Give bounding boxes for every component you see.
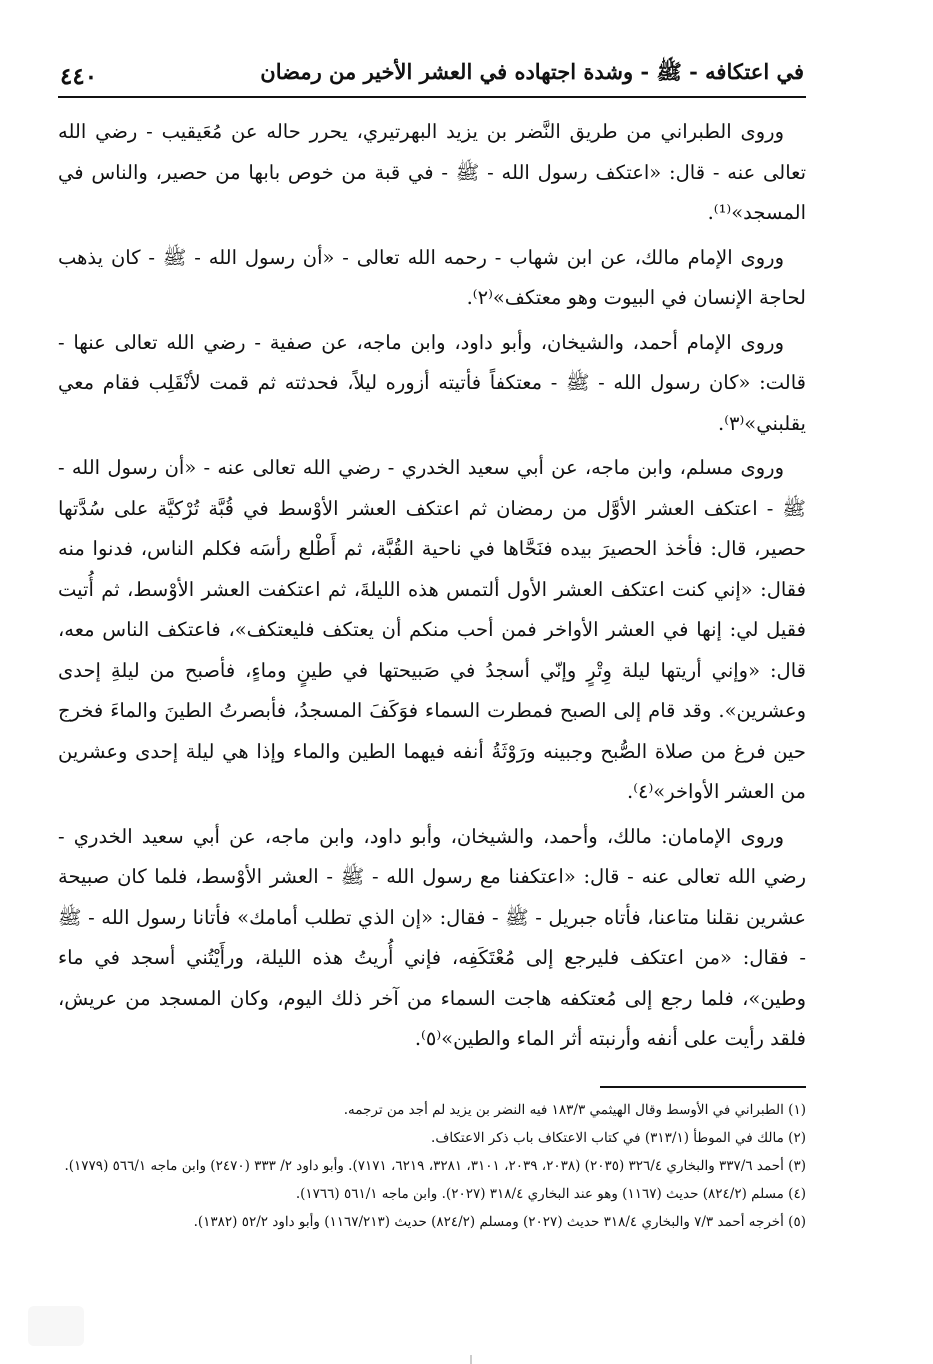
footnotes: [58, 1096, 806, 1236]
footnote: (٢) مالك في الموطأ (٣١٣/١) في كتاب الاعتكاف باب ذكر الاعتكاف.: [431, 1129, 806, 1146]
footnote: (٣) أحمد ٣٣٧/٦ والبخاري ٣٢٦/٤ (٢٠٣٥) (٢٠٣٨، ٢٠٣٩، ٣١٠١، ٣٢٨١، ٦٢١٩، ٧١٧١). وأبو داود ٢/ ٣٣٣ (٢٤٧٠) وابن ماجه ٥٦٦/١ (١٧٧٩).: [64, 1157, 806, 1174]
main-text: [58, 112, 806, 1060]
paragraph: وروى الطبراني من طريق النَّضر بن يزيد البهرتيري، يحرر حاله عن مُعَيقيب - رضي الله تعالى عنه - قال: «اعتكف رسول الله - ﷺ - في قبة من خوص بابها من حصير، والناس في المسجد»⁽¹⁾.: [58, 120, 806, 224]
book-page: [58, 50, 806, 1350]
footnote: (٥) أخرجه أحمد ٧/٣ والبخاري ٣١٨/٤ حديث (٢٠٢٧) ومسلم (٨٢٤/٢) حديث (١١٦٧/٢١٣) وأبو داود ٥٢/٢ (١٣٨٢).: [193, 1213, 806, 1230]
paragraph: وروى الإمامان: مالك، وأحمد، والشيخان، وأبو داود، وابن ماجه، عن أبي سعيد الخدري - رضي الله تعالى عنه - قال: «اعتكفنا مع رسول الله - ﷺ - العشر الأوْسط، فلما كان صبيحة عشرين نقلنا متاعنا، فأتاه جبريل - ﷺ - فقال: «إن الذي تطلب أمامك» فأتانا رسول الله - ﷺ - فقال: «من اعتكف فليرجع إلى مُعْتَكَفِه، فإني أُريتُ هذه الليلة، ورأَيْتُني أسجد في ماء وطين»، فلما رجع إلى مُعتكفه هاجت السماء من آخر ذلك اليوم، وكان المسجد من عريش، فلقد رأيت على أنفه وأرنبته أثر الماء والطين»⁽٥⁾.: [58, 824, 806, 1050]
running-title: في اعتكافه - ﷺ - وشدة اجتهاده في العشر الأخير من رمضان: [260, 59, 804, 84]
paragraph: وروى مسلم، وابن ماجه، عن أبي سعيد الخدري - رضي الله تعالى عنه - «أن رسول الله - ﷺ - اعتكف العشر الأوَّل من رمضان ثم اعتكف العشر الأوْسط في قُبَّة تُرْكيَّة على سُدَّتها حصير، قال: فأخذ الحصيرَ بيده فنَحَّاها في ناحية القُبَّة، ثم أَطْلع رأسَه فكلم الناس، فدنوا منه فقال: «إني كنت اعتكف العشر الأول ألتمس هذه الليلةَ، ثم اعتكفت العشر الأوْسط، ثم أُتيت فقيل لي: إنها في العشر الأواخر فمن أحب منكم أن يعتكف فليعتكف»، فاعتكف الناس معه، قال: «وإني أريتها ليلة وِتْرٍ وإنّي أسجدُ في صَبيحتها في طينٍ وماءٍ، فأصبح من ليلةِ إحدى وعشرين». وقد قام إلى الصبح فمطرت السماء فوَكَفَ المسجدُ، فأبصرتُ الطينَ والماءَ فخرج حين فرغ من صلاة الصُّبح وجبينه ورَوْثَةُ أنفه فيهما الطين والماء وإذا هي ليلة إحدى وعشرين من العشر الأواخر»⁽٤⁾.: [58, 456, 806, 803]
paragraph: وروى الإمام مالك، عن ابن شهاب - رحمه الله تعالى - «أن رسول الله - ﷺ - كان يذهب لحاجة الإنسان في البيوت وهو معتكف»⁽٢⁾.: [58, 245, 806, 309]
page-number: ٤٤٠: [60, 63, 98, 90]
paragraph: وروى الإمام أحمد، والشيخان، وأبو داود، وابن ماجه، عن صفية - رضي الله تعالى عنها - قالت: «كان رسول الله - ﷺ - معتكفاً فأتيته أزوره ليلاً، فحدثته ثم قمت لأنْقَلِب فقام معي يقلبني»⁽٣⁾.: [58, 330, 806, 435]
footnote-divider: [600, 1086, 806, 1088]
scan-mark: [470, 1355, 472, 1364]
footnote: (٤) مسلم (٨٢٤/٢) حديث (١١٦٧) وهو عند البخاري ٣١٨/٤ (٢٠٢٧). وابن ماجه ٥٦١/١ (١٧٦٦).: [295, 1185, 806, 1202]
scan-smudge: [28, 1306, 84, 1346]
page-header: [58, 50, 806, 98]
footnote: (١) الطبراني في الأوسط وقال الهيثمي ١٨٣/٣ فيه النضر بن يزيد لم أجد من ترجمه.: [343, 1101, 806, 1118]
